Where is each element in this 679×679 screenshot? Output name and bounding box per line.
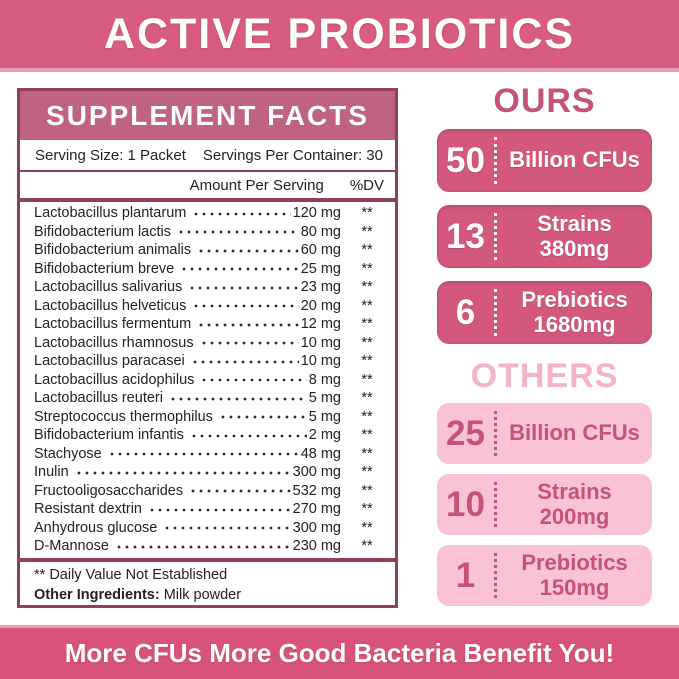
badge-number: 6 — [455, 292, 476, 332]
ingredient-name: Lactobacillus rhamnosus — [34, 334, 194, 351]
ingredient-amount: 5 mg — [308, 408, 341, 425]
dot-leader — [192, 297, 298, 316]
ingredient-amount: 230 mg — [292, 538, 341, 555]
ingredient-dv: ** — [361, 482, 373, 499]
header-banner — [0, 0, 679, 72]
facts-footer — [20, 558, 395, 605]
badge-number: 13 — [446, 216, 485, 256]
ingredient-name: Streptococcus thermophilus — [34, 408, 213, 425]
badge-label: Billion CFUs — [509, 147, 640, 173]
ingredient-row — [34, 334, 393, 353]
dot-leader — [169, 389, 307, 408]
ours-badges — [437, 129, 652, 344]
others-badges — [437, 403, 652, 616]
ingredient-row — [34, 371, 393, 390]
other-ingredients-value: Milk powder — [159, 586, 242, 603]
ingredient-row — [34, 408, 393, 427]
amount-per-serving-header: Amount Per Serving — [189, 176, 324, 194]
ingredient-name: Lactobacillus plantarum — [34, 205, 187, 222]
ours-badge — [437, 205, 652, 268]
badge-number: 10 — [446, 484, 485, 524]
column-header-row — [20, 172, 395, 202]
ingredient-row — [34, 297, 393, 316]
ingredient-row — [34, 500, 393, 519]
ingredient-amount: 270 mg — [292, 501, 341, 518]
dv-header: %DV — [349, 176, 384, 194]
ingredient-amount: 120 mg — [292, 205, 341, 222]
ingredient-amount: 10 mg — [300, 353, 341, 370]
ingredient-row — [34, 445, 393, 464]
badge-label: Strains 380mg — [537, 210, 612, 261]
ingredient-row — [34, 315, 393, 334]
ingredient-name: Lactobacillus acidophilus — [34, 371, 195, 388]
ingredient-row — [34, 463, 393, 482]
ingredient-dv: ** — [361, 501, 373, 518]
others-heading: OTHERS — [470, 357, 619, 395]
dot-leader — [180, 260, 298, 279]
ingredient-dv: ** — [361, 205, 373, 222]
others-badge — [437, 474, 652, 535]
dot-leader — [191, 352, 299, 371]
dot-leader — [189, 482, 291, 501]
ingredient-row — [34, 352, 393, 371]
ingredient-name: Bifidobacterium breve — [34, 260, 175, 277]
supplement-facts-panel — [17, 88, 398, 608]
dot-leader — [200, 334, 299, 353]
ingredient-name: Lactobacillus reuteri — [34, 390, 163, 407]
ingredient-row — [34, 389, 393, 408]
badge-number: 25 — [446, 413, 485, 453]
servings-per-container-label: Servings Per Container: 30 — [202, 146, 383, 164]
dot-leader — [197, 315, 299, 334]
ingredient-name: Inulin — [34, 464, 69, 481]
ingredient-dv: ** — [361, 538, 373, 555]
ingredient-amount: 2 mg — [308, 427, 341, 444]
badge-label: Billion CFUs — [509, 420, 640, 446]
ingredient-dv: ** — [361, 242, 373, 259]
ingredient-name: Lactobacillus paracasei — [34, 353, 185, 370]
ingredient-dv: ** — [361, 464, 373, 481]
ingredient-amount: 20 mg — [300, 297, 341, 314]
ingredient-row — [34, 519, 393, 538]
dot-leader — [197, 241, 299, 260]
facts-title: SUPPLEMENT FACTS — [20, 91, 395, 140]
ingredient-name: Anhydrous glucose — [34, 519, 158, 536]
ours-badge — [437, 281, 652, 344]
comparison-column — [437, 82, 652, 616]
ingredient-name: Bifidobacterium infantis — [34, 427, 184, 444]
ingredient-amount: 12 mg — [300, 316, 341, 333]
ingredient-row — [34, 204, 393, 223]
ingredient-name: Bifidobacterium lactis — [34, 223, 171, 240]
serving-size-label: Serving Size: 1 Packet — [35, 146, 186, 164]
ingredient-list — [20, 202, 395, 558]
dv-footnote: ** Daily Value Not Established — [34, 567, 228, 583]
ingredient-amount: 23 mg — [300, 279, 341, 296]
tagline-text: More CFUs More Good Bacteria Benefit You! — [64, 638, 615, 668]
ingredient-row — [34, 426, 393, 445]
ingredient-row — [34, 537, 393, 556]
ingredient-dv: ** — [361, 316, 373, 333]
ingredient-row — [34, 278, 393, 297]
badge-label: Strains 200mg — [537, 478, 612, 529]
dot-leader — [190, 426, 307, 445]
serving-info-row — [20, 140, 395, 172]
ingredient-row — [34, 223, 393, 242]
ingredient-name: Lactobacillus helveticus — [34, 297, 187, 314]
ingredient-name: Resistant dextrin — [34, 501, 142, 518]
ingredient-amount: 8 mg — [308, 371, 341, 388]
ingredient-dv: ** — [361, 519, 373, 536]
ingredient-name: Lactobacillus fermentum — [34, 316, 192, 333]
dot-leader — [188, 278, 298, 297]
dot-leader — [219, 408, 307, 427]
ingredient-amount: 300 mg — [292, 519, 341, 536]
ingredient-dv: ** — [361, 297, 373, 314]
other-ingredients-line — [34, 586, 381, 606]
ingredient-dv: ** — [361, 445, 373, 462]
ingredient-amount: 300 mg — [292, 464, 341, 481]
ingredient-amount: 532 mg — [292, 482, 341, 499]
ingredient-dv: ** — [361, 223, 373, 240]
ingredient-amount: 10 mg — [300, 334, 341, 351]
dot-leader — [108, 445, 299, 464]
badge-label: Prebiotics 150mg — [521, 549, 628, 600]
other-ingredients-label: Other Ingredients: — [34, 586, 160, 603]
ingredient-dv: ** — [361, 408, 373, 425]
others-badge — [437, 403, 652, 464]
badge-label: Prebiotics 1680mg — [521, 286, 628, 337]
dot-leader — [192, 204, 290, 223]
ingredient-name: Fructooligosaccharides — [34, 482, 184, 499]
ingredient-name: Lactobacillus salivarius — [34, 279, 183, 296]
ingredient-amount: 80 mg — [300, 223, 341, 240]
ingredient-name: Bifidobacterium animalis — [34, 242, 192, 259]
dot-leader — [177, 223, 299, 242]
ingredient-amount: 5 mg — [308, 390, 341, 407]
ours-badge — [437, 129, 652, 192]
ingredient-amount: 60 mg — [300, 242, 341, 259]
others-badge — [437, 545, 652, 606]
ingredient-amount: 48 mg — [300, 445, 341, 462]
dot-leader — [163, 519, 290, 538]
ingredient-row — [34, 241, 393, 260]
ingredient-name: Stachyose — [34, 445, 102, 462]
ingredient-dv: ** — [361, 427, 373, 444]
ingredient-dv: ** — [361, 390, 373, 407]
ingredient-dv: ** — [361, 371, 373, 388]
ingredient-dv: ** — [361, 260, 373, 277]
ingredient-row — [34, 260, 393, 279]
dot-leader — [75, 463, 291, 482]
product-title: ACTIVE PROBIOTICS — [103, 9, 576, 58]
badge-number: 50 — [446, 140, 485, 180]
ours-heading: OURS — [493, 82, 596, 120]
dot-leader — [115, 537, 291, 556]
ingredient-amount: 25 mg — [300, 260, 341, 277]
dot-leader — [148, 500, 291, 519]
ingredient-dv: ** — [361, 334, 373, 351]
dot-leader — [200, 371, 306, 390]
ingredient-dv: ** — [361, 279, 373, 296]
ingredient-dv: ** — [361, 353, 373, 370]
ingredient-row — [34, 482, 393, 501]
ingredient-name: D-Mannose — [34, 538, 109, 555]
badge-number: 1 — [455, 555, 476, 595]
footer-banner — [0, 625, 679, 679]
